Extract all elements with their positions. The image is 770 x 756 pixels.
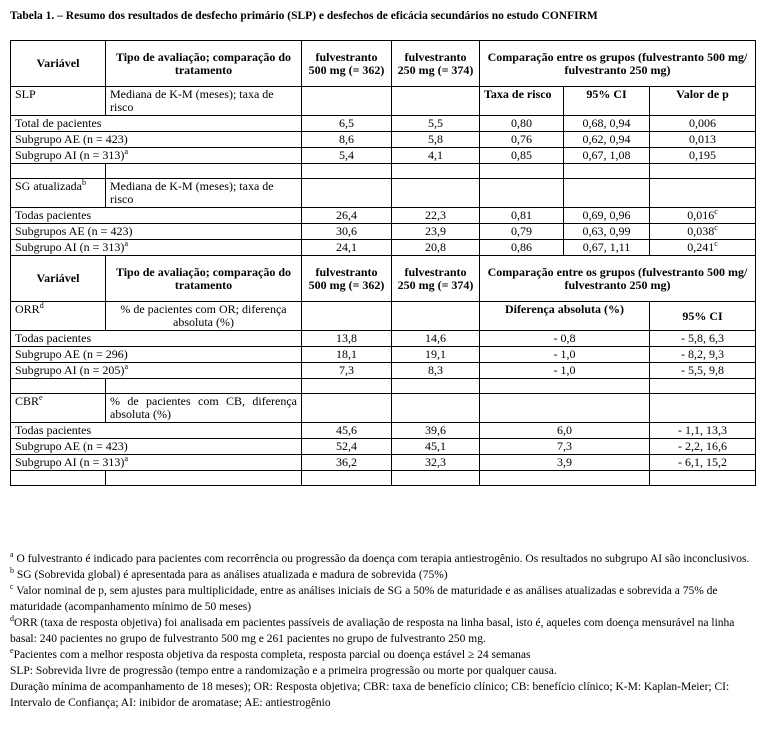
- table-row: Subgrupo AI (n = 313)$^a$ 24,1 20,8 0,86 0,67, 1,11 0,241$^c$: [11, 240, 756, 256]
- spacer-row: [11, 471, 756, 486]
- footnote-slp: SLP: Sobrevida livre de progressão (tempo entre a randomização e a primeira progressão ou morte por qualquer causa.: [10, 665, 557, 677]
- table-row: Todas pacientes 13,8 14,6 - 0,8 - 5,8, 6,3: [11, 331, 756, 347]
- slp-col-p: Valor de p: [650, 87, 756, 116]
- slp-label: SLP: [11, 87, 106, 116]
- slp-col-ci: 95% CI: [564, 87, 650, 116]
- header-assessment: Tipo de avaliação; comparação do tratamento: [106, 41, 302, 87]
- footnote-d: $^d$ORR (taxa de resposta objetiva) foi analisada em pacientes passíveis de avaliação de resposta na linha basal, isto é, aqueles com doença mensurável na linha basal: 240 pacientes no grupo de fulvestranto 500 mg e 261 pacientes no grupo de fulvestranto 250 mg.: [10, 614, 735, 645]
- footnote-abbrev: Duração mínima de acompanhamento de 18 meses); OR: Resposta objetiva; CBR: taxa de benefício clínico; CB: benefício clínico; K-M: Kaplan-Meier; CI: Intervalo de Confiança; AI: inibidor de aromatase; AE: antiestrogênio: [10, 681, 730, 709]
- header-f250: fulvestranto 250 mg (= 374): [392, 41, 480, 87]
- table-row: Todas pacientes 26,4 22,3 0,81 0,69, 0,96 0,016$^c$: [11, 208, 756, 224]
- footnote-e: $^e$Pacientes com a melhor resposta objetiva da resposta completa, resposta parcial ou doença estável ≥ 24 semanas: [10, 646, 531, 661]
- header-comparison: Comparação entre os grupos (fulvestranto 500 mg/ fulvestranto 250 mg): [480, 41, 756, 87]
- orr-col-diff: Diferença absoluta (%): [480, 302, 650, 331]
- footnotes: [10, 551, 755, 711]
- footnote-a: $^a$ O fulvestranto é indicado para pacientes com recorrência ou progressão da doença com terapia antiestrogênio. Os resultados no subgrupo AI são inconclusivos.: [10, 550, 750, 565]
- orr-col-ci: 95% CI: [650, 302, 756, 331]
- cbr-desc: % de pacientes com CB, diferença absoluta (%): [106, 394, 302, 423]
- table-row: Subgrupo AE (n = 423) 52,4 45,1 7,3 - 2,2, 16,6: [11, 439, 756, 455]
- table-row: Subgrupo AI (n = 205)$^a$ 7,3 8,3 - 1,0 - 5,5, 9,8: [11, 363, 756, 379]
- table-row: Subgrupos AE (n = 423) 30,6 23,9 0,79 0,63, 0,99 0,038$^c$: [11, 224, 756, 240]
- table-row: Todas pacientes 45,6 39,6 6,0 - 1,1, 13,3: [11, 423, 756, 439]
- cbr-header-row: CBR$^e$ % de pacientes com CB, diferença absoluta (%): [11, 394, 756, 423]
- footnote-b: $^b$ SG (Sobrevida global) é apresentada para as análises atualizada e madura de sobrevida (75%): [10, 566, 448, 581]
- spacer-row: [11, 164, 756, 179]
- sg-header-row: SG atualizada$^b$ Mediana de K-M (meses); taxa de risco: [11, 179, 756, 208]
- table-caption: Tabela 1. – Resumo dos resultados de desfecho primário (SLP) e desfechos de eficácia secundários no estudo CONFIRM: [10, 10, 598, 22]
- footnote-c: $^c$ Valor nominal de p, sem ajustes para multiplicidade, entre as análises iniciais de SG a 50% de maturidade e as análises atualizadas e sobrevida a 75% de maturidade (acompanhamento mínimo de 50 meses): [10, 582, 718, 613]
- header-row-2: Variável Tipo de avaliação; comparação do tratamento fulvestranto 500 mg (= 362) fulvestranto 250 mg (= 374) Comparação entre os grupos (fulvestranto 500 mg/ fulvestranto 250 mg): [11, 256, 756, 302]
- header-variable: Variável: [11, 41, 106, 87]
- slp-col-hr: Taxa de risco: [480, 87, 564, 116]
- header-f500: fulvestranto 500 mg (= 362): [302, 41, 392, 87]
- table-row: Subgrupo AE (n = 423) 8,6 5,8 0,76 0,62, 0,94 0,013: [11, 132, 756, 148]
- table-row: Total de pacientes 6,5 5,5 0,80 0,68, 0,94 0,006: [11, 116, 756, 132]
- spacer-row: [11, 379, 756, 394]
- table-row: Subgrupo AE (n = 296) 18,1 19,1 - 1,0 - 8,2, 9,3: [11, 347, 756, 363]
- table-row: Subgrupo AI (n = 313)$^a$ 5,4 4,1 0,85 0,67, 1,08 0,195: [11, 148, 756, 164]
- header-row: [11, 41, 756, 87]
- sg-desc: Mediana de K-M (meses); taxa de risco: [106, 179, 302, 208]
- slp-desc: Mediana de K-M (meses); taxa de risco: [106, 87, 302, 116]
- slp-header-row: [11, 87, 756, 116]
- results-table: [10, 40, 756, 486]
- table-row: Subgrupo AI (n = 313)$^a$ 36,2 32,3 3,9 - 6,1, 15,2: [11, 455, 756, 471]
- orr-header-row: ORR$^d$ % de pacientes com OR; diferença absoluta (%) Diferença absoluta (%) 95% CI: [11, 302, 756, 331]
- orr-desc: % de pacientes com OR; diferença absoluta (%): [106, 302, 302, 331]
